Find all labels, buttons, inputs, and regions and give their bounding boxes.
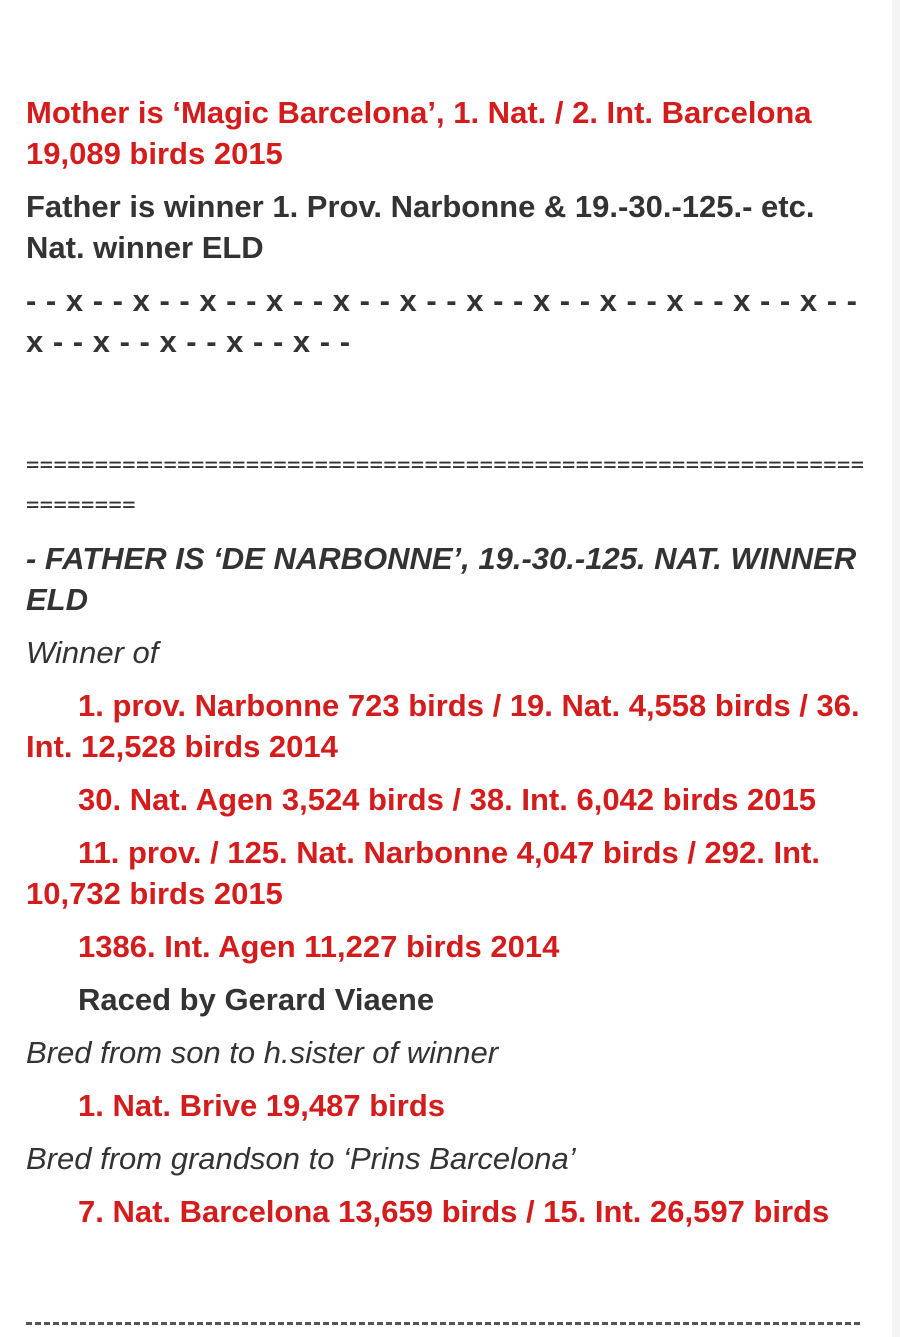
result-item: 30. Nat. Agen 3,524 birds / 38. Int. 6,042 birds 2015 bbox=[78, 782, 817, 817]
mother-line: Mother is ‘Magic Barcelona’, 1. Nat. / 2. Int. Barcelona 19,089 birds 2015 bbox=[26, 95, 812, 171]
winner-of-label: Winner of bbox=[26, 635, 159, 670]
result-item: 1. prov. Narbonne 723 birds / 19. Nat. 4,558 birds / 36. Int. 12,528 birds 2014 bbox=[26, 688, 860, 764]
bred-from-grandson: Bred from grandson to ‘Prins Barcelona’ bbox=[26, 1141, 576, 1176]
article-content bbox=[26, 92, 866, 1244]
raced-by: Raced by Gerard Viaene bbox=[78, 982, 435, 1017]
bottom-separator bbox=[26, 1322, 860, 1325]
father-line: Father is winner 1. Prov. Narbonne & 19.-30.-125.- etc. Nat. winner ELD bbox=[26, 189, 815, 265]
bred-from-grandson-result: 7. Nat. Barcelona 13,659 birds / 15. Int. 26,597 birds bbox=[78, 1194, 830, 1229]
father-heading: - FATHER IS ‘DE NARBONNE’, 19.-30.-125. NAT. WINNER ELD bbox=[26, 541, 857, 617]
equals-separator: ===================================================================== bbox=[26, 453, 865, 518]
result-item: 11. prov. / 125. Nat. Narbonne 4,047 birds / 292. Int. 10,732 birds 2015 bbox=[26, 835, 820, 911]
bred-from-son-result: 1. Nat. Brive 19,487 birds bbox=[78, 1088, 446, 1123]
result-item: 1386. Int. Agen 11,227 birds 2014 bbox=[78, 929, 560, 964]
x-separator: - - x - - x - - x - - x - - x - - x - - x - - x - - x - - x - - x - - x - - x - - x - - x - - x - - x - - bbox=[26, 283, 858, 359]
bred-from-son: Bred from son to h.sister of winner bbox=[26, 1035, 499, 1070]
scrollbar[interactable] bbox=[892, 0, 900, 1337]
